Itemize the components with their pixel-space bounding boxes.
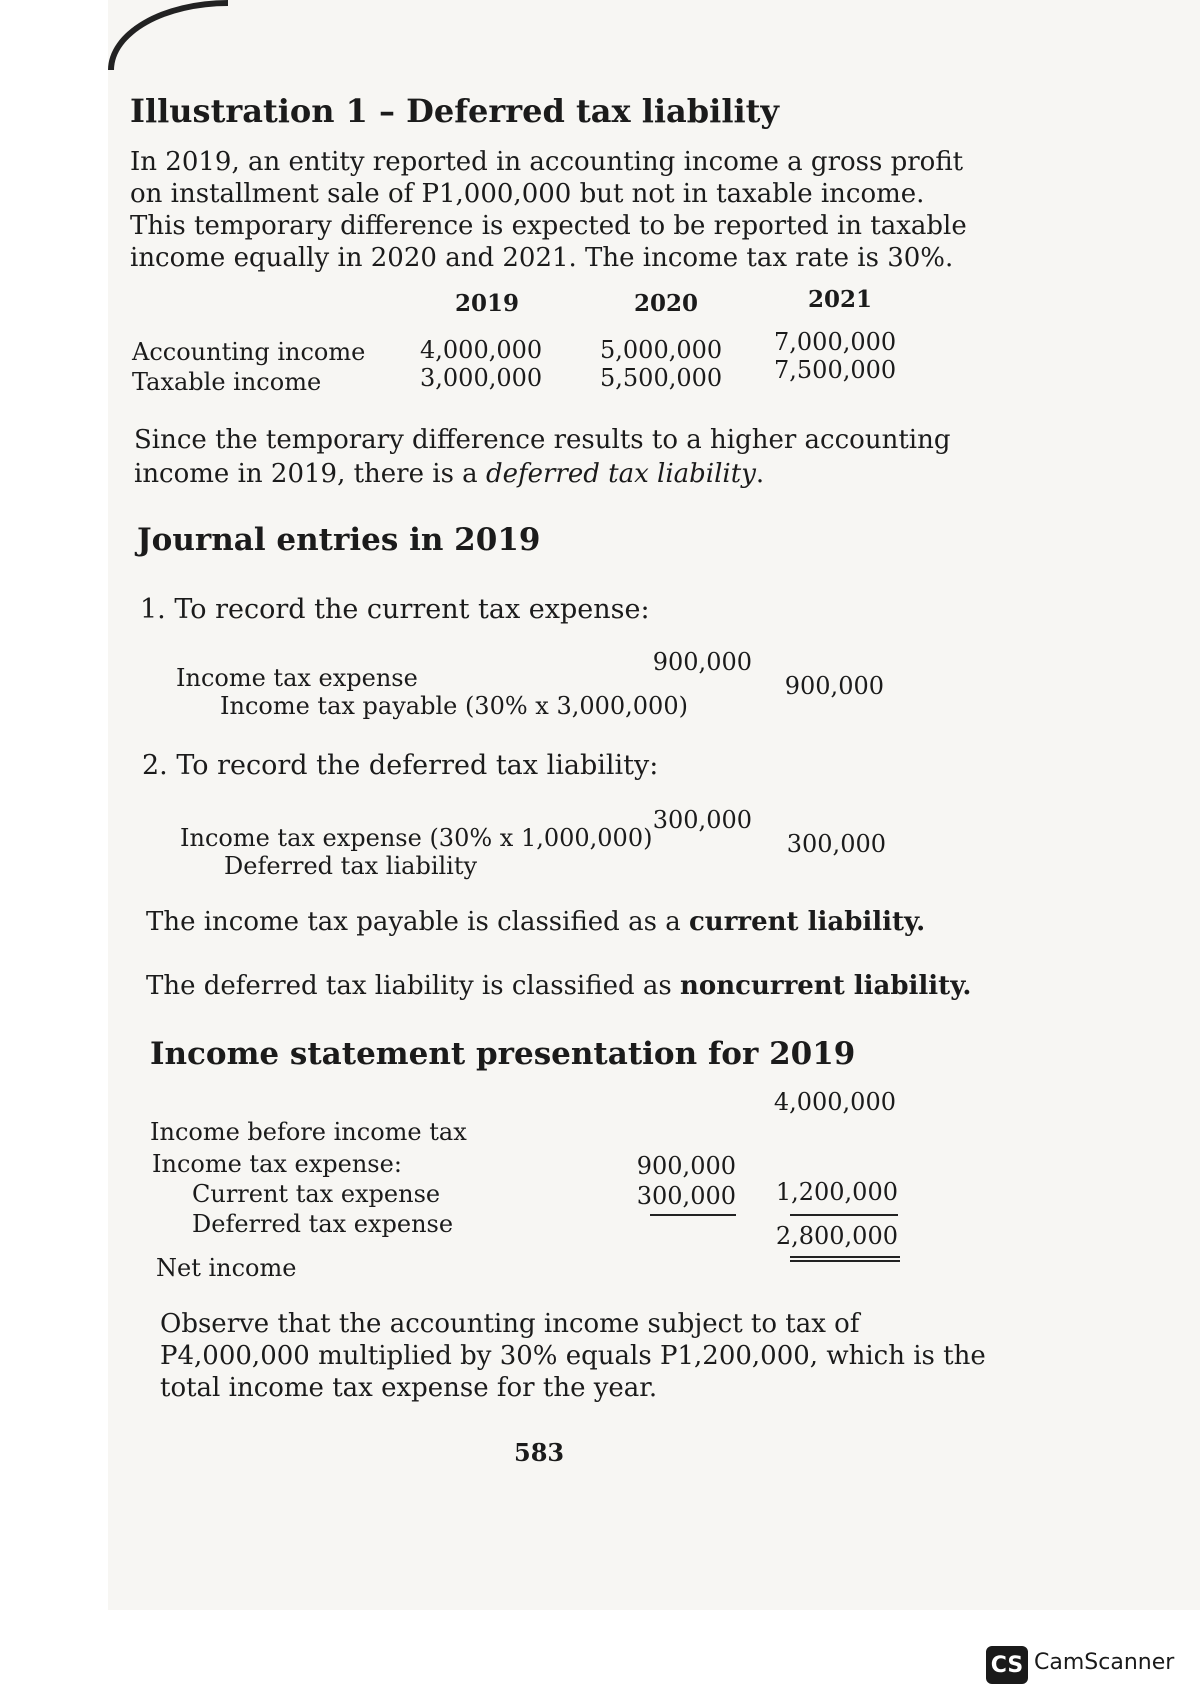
accounting-income-2019: 4,000,000 [420, 336, 543, 364]
deferred-tax-expense-label: Deferred tax expense [192, 1210, 454, 1238]
current-liability-emphasis: current liability. [688, 907, 926, 937]
page-title: Illustration 1 – Deferred tax liability [130, 92, 779, 130]
current-tax-expense-label: Current tax expense [192, 1180, 441, 1208]
since-line-2-text: income in 2019, there is a [134, 459, 486, 489]
taxable-income-2019: 3,000,000 [420, 364, 543, 392]
year-header-2021: 2021 [808, 286, 873, 313]
accounting-income-2020: 5,000,000 [600, 336, 723, 364]
current-tax-amount: 900,000 [636, 1152, 736, 1180]
deferred-classification-text: The deferred tax liability is classified as [146, 971, 680, 1001]
noncurrent-liability-emphasis: noncurrent liability. [679, 971, 972, 1001]
since-line-2-end: . [755, 459, 765, 489]
deferred-classification [146, 970, 971, 1002]
journal-entries-heading: Journal entries in 2019 [137, 522, 541, 558]
income-before-tax-amount: 4,000,000 [773, 1088, 896, 1116]
intro-line-4: income equally in 2020 and 2021. The income tax rate is 30%. [130, 243, 954, 273]
total-tax-expense-amount: 1,200,000 [775, 1178, 898, 1206]
net-income-label: Net income [156, 1254, 297, 1282]
subtotal-underline [650, 1214, 736, 1216]
entry-1-debit-account: Income tax expense [176, 664, 418, 692]
entry-2-credit-amount: 300,000 [786, 830, 886, 858]
observe-line-1: Observe that the accounting income subject to tax of [160, 1309, 860, 1339]
row-label-accounting-income: Accounting income [132, 338, 366, 366]
intro-line-3: This temporary difference is expected to be reported in taxable [130, 211, 967, 241]
income-tax-expense-label: Income tax expense: [152, 1150, 402, 1178]
income-statement-heading: Income statement presentation for 2019 [150, 1036, 856, 1072]
entry-1-credit-account: Income tax payable (30% x 3,000,000) [220, 692, 688, 720]
since-line-1: Since the temporary difference results to a higher accounting [134, 425, 951, 455]
observe-line-3: total income tax expense for the year. [160, 1373, 658, 1403]
observe-line-2: P4,000,000 multiplied by 30% equals P1,200,000, which is the [160, 1341, 986, 1371]
entry-2-debit-account: Income tax expense (30% x 1,000,000) [180, 824, 653, 852]
camscanner-logo-icon: CS [986, 1646, 1028, 1684]
entry-2-debit-amount: 300,000 [652, 806, 752, 834]
net-income-double-underline [790, 1256, 900, 1262]
since-line-2 [134, 458, 764, 490]
net-income-amount: 2,800,000 [775, 1222, 898, 1250]
deferred-tax-liability-emphasis: deferred tax liability [485, 459, 756, 489]
total-tax-underline [790, 1214, 898, 1216]
income-before-tax-label: Income before income tax [150, 1118, 467, 1146]
page-number: 583 [514, 1438, 565, 1467]
accounting-income-2021: 7,000,000 [774, 328, 897, 356]
entry-1-credit-amount: 900,000 [784, 672, 884, 700]
intro-line-2: on installment sale of P1,000,000 but not in taxable income. [130, 179, 925, 209]
payable-classification-text: The income tax payable is classified as a [146, 907, 689, 937]
year-header-2020: 2020 [634, 290, 699, 317]
taxable-income-2020: 5,500,000 [600, 364, 723, 392]
taxable-income-2021: 7,500,000 [774, 356, 897, 384]
entry-2-credit-account: Deferred tax liability [224, 852, 478, 880]
deferred-tax-amount: 300,000 [636, 1182, 736, 1210]
row-label-taxable-income: Taxable income [132, 368, 322, 396]
year-header-2019: 2019 [455, 290, 520, 317]
entry-2-heading: 2. To record the deferred tax liability: [142, 750, 659, 781]
entry-1-debit-amount: 900,000 [652, 648, 752, 676]
payable-classification [146, 906, 925, 938]
camscanner-watermark: CamScanner [1034, 1650, 1175, 1675]
entry-1-heading: 1. To record the current tax expense: [140, 594, 650, 625]
intro-line-1: In 2019, an entity reported in accounting income a gross profit [130, 147, 964, 177]
